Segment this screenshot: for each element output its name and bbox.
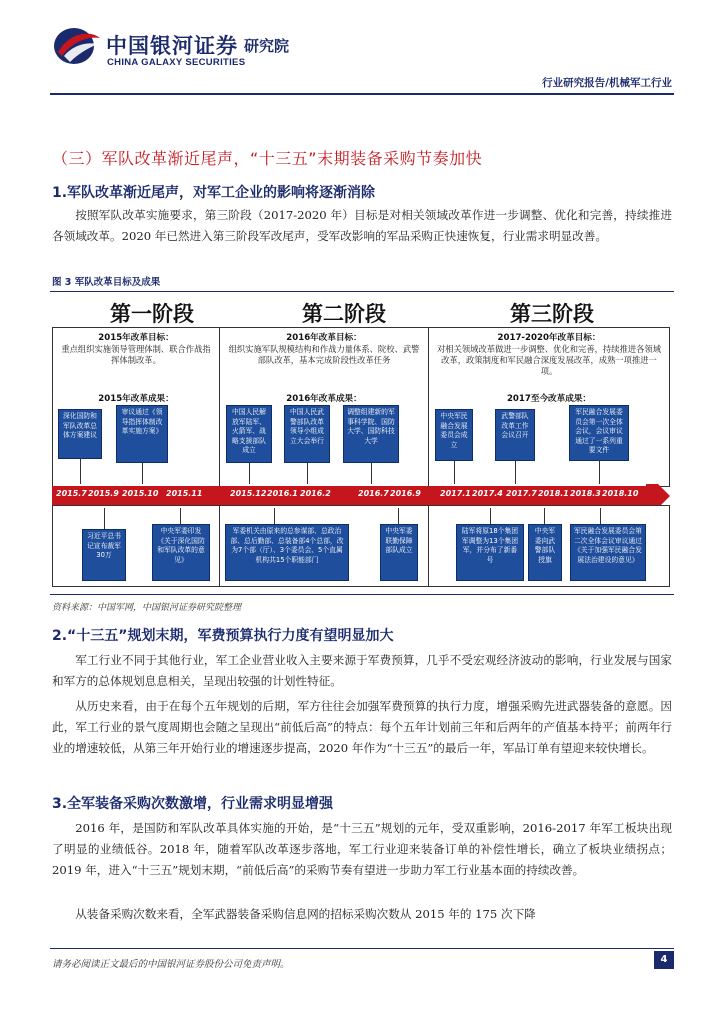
timeline-date: 2016.1: [267, 489, 298, 498]
connector-line: [490, 508, 491, 524]
result-box-bottom: 中央军委印发《关于深化国防和军队改革的意见》: [152, 524, 210, 581]
result-box-top: 中央军民融合发展委员会成立: [435, 409, 473, 461]
phase-3-panel: [428, 327, 670, 487]
phase-2-goal-text: 组织实施军队规模结构和作战力量体系、院校、武警部队改革，基本完成阶段性改革任务: [228, 344, 420, 365]
connector-line: [80, 459, 81, 484]
timeline-date: 2017.4: [472, 489, 503, 498]
phase-3-goal-heading: 2017-2020年改革目标：: [497, 333, 601, 343]
connector-line: [180, 508, 181, 524]
result-box-bottom: 中央军委向武警部队授旗: [528, 524, 562, 581]
footer-divider: [50, 948, 674, 949]
result-box-top: 审议通过《领导指挥体制改革实施方案》: [116, 405, 168, 463]
subsection-1-paragraph: 按照军队改革实施要求，第三阶段（2017-2020 年）目标是对相关领域改革作进一步调整、优化和完善，持续推进各领域改革。2020 年已然进入第三阶段军改尾声，受军改影响的军品采购正快速恢复，行业需求明显改善。: [52, 208, 672, 243]
phase-2-title: 第二阶段: [302, 302, 386, 326]
figure-top-rule: [50, 291, 674, 292]
phase-1-goal-heading: 2015年改革目标：: [98, 333, 174, 343]
subsection-3-paragraph-1: 2016 年，是国防和军队改革具体实施的开始，是“十三五”规划的元年，受双重影响，2016-2017 年军工板块出现了明显的业绩低谷。2018 年，随着军队改革逐步落地，军工行业迎来装备订单的补偿性增长，确立了板块业绩拐点；2019 年，进入“十三五”规划末期，“前低后高”的采购节奏有望进一步助力军工行业基本面的持续改善。: [52, 821, 672, 877]
phase-3-results-heading: 2017至今改革成果：: [506, 394, 592, 404]
connector-line: [515, 461, 516, 484]
timeline-date: 2018.10: [602, 489, 639, 498]
timeline-date: 2017.7: [506, 489, 537, 498]
phase-3-title: 第三阶段: [510, 302, 594, 326]
result-box-bottom: 习近平总书记宣布裁军30万: [82, 529, 126, 581]
connector-line: [600, 508, 601, 524]
footer-disclaimer: 请务必阅读正文最后的中国银河证券股份公司免责声明。: [52, 959, 290, 970]
connector-line: [307, 463, 308, 484]
timeline-date: 2015.9: [88, 489, 119, 498]
phase-2-goal-heading: 2016年改革目标：: [286, 333, 362, 343]
timeline-date: 2016.9: [390, 489, 421, 498]
figure-bottom-rule: [50, 594, 674, 595]
report-category: 行业研究报告/机械军工行业: [542, 77, 672, 89]
institute-label: 研究院: [244, 37, 290, 55]
timeline-date: 2015.7: [56, 489, 87, 498]
timeline-date: 2015.10: [122, 489, 159, 498]
connector-line: [599, 461, 600, 484]
timeline-date: 2015.11: [166, 489, 203, 498]
figure-source: 资料来源：中国军网，中国银河证券研究院整理: [52, 603, 242, 613]
result-box-bottom: 陆军将原18个集团军调整为13个集团军，并分布了新番号: [456, 524, 524, 581]
phase-2-results-heading: 2016年改革成果：: [286, 394, 362, 404]
header-divider: [50, 93, 674, 95]
connector-line: [274, 508, 275, 524]
result-box-bottom: 军民融合发展委员会第二次全体会议审议通过《关于加强军民融合发展法治建设的意见》: [570, 524, 646, 581]
figure-caption: 图 3 军队改革目标及成果: [52, 277, 161, 288]
logo-english-name: CHINA GALAXY SECURITIES: [107, 57, 246, 68]
connector-line: [398, 508, 399, 524]
timeline-date: 2018.3: [570, 489, 601, 498]
subsection-1-title: 1.军队改革渐近尾声，对军工企业的影响将逐渐消除: [52, 185, 376, 201]
result-box-top: 中国人民解放军陆军、火箭军、战略支援部队成立: [226, 405, 272, 463]
connector-line: [249, 463, 250, 484]
timeline-date: 2016.7: [358, 489, 389, 498]
result-box-top: 调整组建新的军事科学院、国防大学、国防科技大学: [343, 405, 399, 463]
connector-line: [371, 463, 372, 484]
page-number: 4: [654, 951, 674, 969]
phase-1-title: 第一阶段: [110, 302, 194, 326]
timeline-date: 2015.12: [230, 489, 267, 498]
result-box-top: 深化国防和军队改革总体方案建议: [58, 409, 102, 459]
timeline-date: 2016.2: [300, 489, 331, 498]
subsection-2-paragraph-2: 从历史来看，由于在每个五年规划的后期，军方往往会加强军费预算的执行力度，增强采购先进武器装备的意愿。因此，军工行业的景气度周期也会随之呈现出“前低后高”的特点：每个五年计划前三年和后两年的产值基本持平；前两年行业的增速较低，从第三年开始行业的增速逐步提高，2020 年作为“十三五”的最后一年，军品订单有望迎来较快增长。: [52, 699, 672, 755]
phase-1-results-heading: 2015年改革成果：: [98, 394, 174, 404]
result-box-bottom: 中央军委联勤保障部队成立: [380, 524, 418, 581]
logo-chinese-name: 中国银河证券: [106, 34, 238, 58]
timeline-date: 2017.1: [440, 489, 471, 498]
connector-line: [454, 461, 455, 484]
result-box-top: 武警部队改革工作会议召开: [495, 409, 535, 461]
timeline-date: 2018.1: [538, 489, 569, 498]
connector-line: [104, 508, 105, 529]
connector-line: [544, 508, 545, 524]
connector-line: [142, 463, 143, 484]
subsection-2-title: 2.“十三五”规划末期，军费预算执行力度有望明显加大: [52, 628, 394, 644]
galaxy-logo-icon: [50, 26, 102, 66]
subsection-3-title: 3.全军装备采购次数激增，行业需求明显增强: [52, 796, 334, 812]
result-box-top: 军民融合发展委员会第一次全体会议，会议审议通过了一系列重要文件: [569, 405, 629, 461]
section-title: （三）军队改革渐近尾声，“十三五”末期装备采购节奏加快: [52, 149, 483, 168]
phase-3-goal-text: 对相关领域改革做进一步调整、优化和完善，持续推进各领域改革，政策制度和军民融合深度发展改革，成熟一项推进一项。: [436, 344, 662, 376]
result-box-top: 中国人民武警部队改革领导小组成立大会举行: [284, 405, 330, 463]
subsection-2-paragraph-1: 军工行业不同于其他行业，军工企业营业收入主要来源于军费预算，几乎不受宏观经济波动的影响，行业发展与国家和军方的总体规划息息相关，呈现出较强的计划性特征。: [52, 653, 672, 688]
reform-timeline-diagram: [52, 297, 670, 590]
subsection-3-paragraph-2: 从装备采购次数来看，全军武器装备采购信息网的招标采购次数从 2015 年的 175 次下降: [75, 907, 536, 921]
phase-1-goal-text: 重点组织实施领导管理体制、联合作战指挥体制改革。: [61, 344, 211, 365]
result-box-bottom: 军委机关由原来的总参谋部、总政治部、总后勤部、总装备部4个总部，改为7个部（厅）、3个委员会、5个直属机构共15个职能部门: [225, 524, 349, 581]
